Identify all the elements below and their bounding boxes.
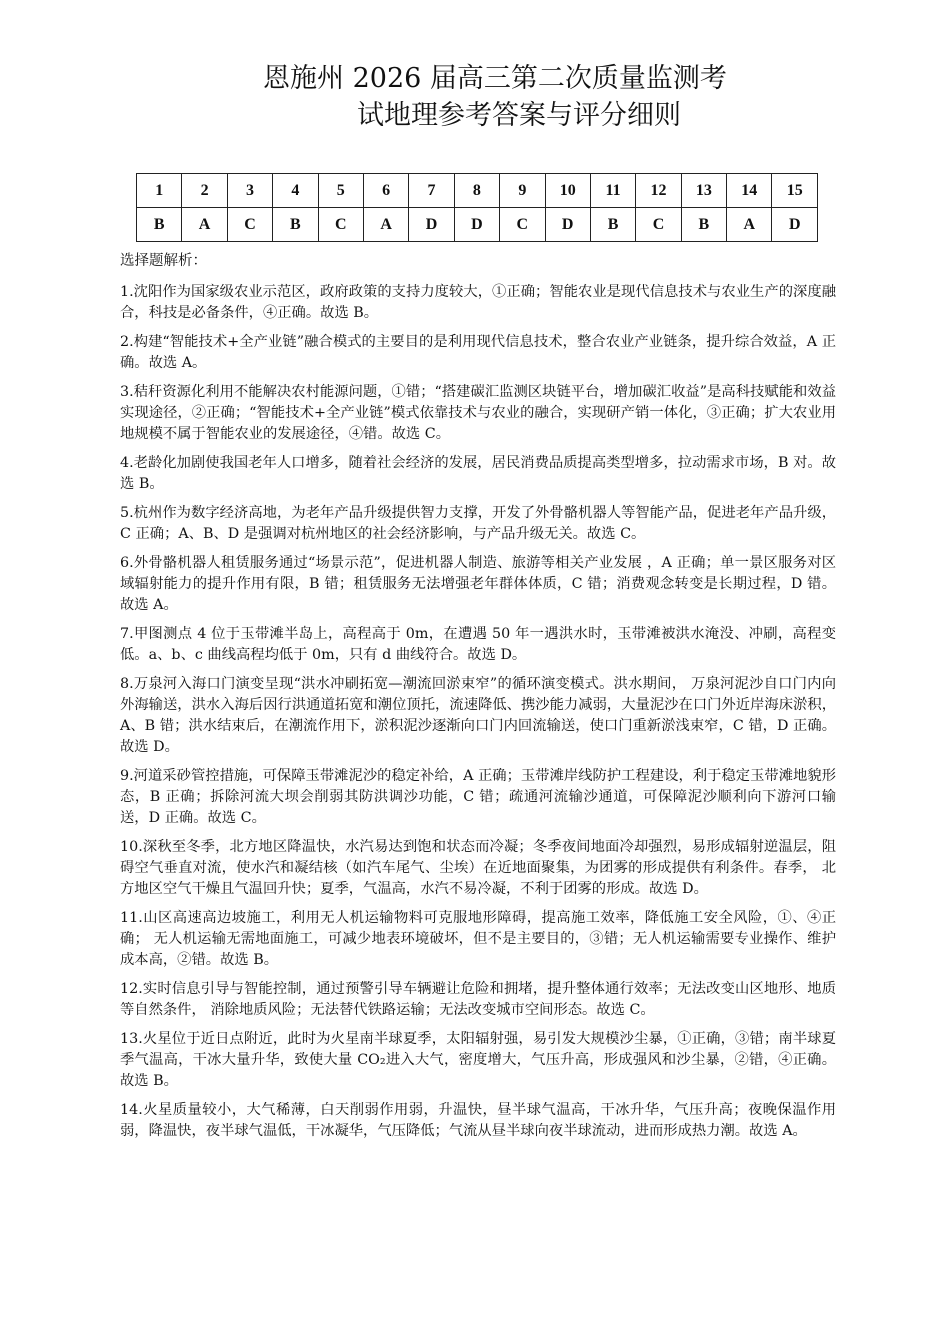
explanation-item: 11.山区高速高边坡施工，利用无人机运输物料可克服地形障碍，提高施工效率，降低施工安全风险，①、④正确； 无人机运输无需地面施工，可减少地表环境破坏，但不是主要目的，③错；无人机运输需要专业操作、维护成本高，②错。故选 B。 (120, 910, 836, 968)
explanation-item: 2.构建“智能技术+全产业链”融合模式的主要目的是利用现代信息技术，整合农业产业链条，提升综合效益，A 正确。故选 A。 (120, 334, 836, 371)
answer-cell: D (545, 208, 590, 242)
question-number-cell: 9 (500, 174, 545, 208)
question-number-cell: 12 (636, 174, 681, 208)
explanation-item: 4.老龄化加剧使我国老年人口增多，随着社会经济的发展，居民消费品质提高类型增多，拉动需求市场，B 对。故选 B。 (120, 455, 836, 492)
answer-cell: A (727, 208, 772, 242)
answer-cell: B (681, 208, 726, 242)
explanation-item: 10.深秋至冬季，北方地区降温快，水汽易达到饱和状态而冷凝；冬季夜间地面冷却强烈，易形成辐射逆温层，阻碍空气垂直对流，使水汽和凝结核（如汽车尾气、尘埃）在近地面聚集，为团雾的形成提供有利条件。春季， 北方地区空气干燥且气温回升快；夏季，气温高，水汽不易冷凝，不利于团雾的形成。故选 D。 (120, 839, 836, 897)
question-number-cell: 14 (727, 174, 772, 208)
document-title-line-2: 试地理参考答案与评分细则 (357, 100, 681, 131)
explanation-item: 8.万泉河入海口门演变呈现“洪水冲刷拓宽—潮流回淤束窄”的循环演变模式。洪水期间， 万泉河泥沙自口门内向外海输送，洪水入海后因行洪通道拓宽和潮位顶托，流速降低、携沙能力减弱，大量泥沙在口门外近岸海床淤积，A、B 错；洪水结束后，在潮流作用下，淤积泥沙逐渐向口门内回流输送，使口门重新淤浅束窄，C 错，D 正确。故选 D。 (120, 676, 836, 755)
answer-cell: C (227, 208, 272, 242)
question-number-cell: 4 (273, 174, 318, 208)
answer-cell: B (590, 208, 635, 242)
question-number-cell: 13 (681, 174, 726, 208)
answer-cell: B (273, 208, 318, 242)
question-number-cell: 2 (182, 174, 227, 208)
question-number-cell: 10 (545, 174, 590, 208)
question-number-cell: 6 (363, 174, 408, 208)
question-number-cell: 15 (772, 174, 818, 208)
question-number-row (137, 174, 818, 208)
explanation-item: 5.杭州作为数字经济高地，为老年产品升级提供智力支撑，开发了外骨骼机器人等智能产品，促进老年产品升级，C 正确；A、B、D 是强调对杭州地区的社会经济影响，与产品升级无关。故选 C。 (120, 505, 836, 542)
answer-row (137, 208, 818, 242)
question-number-cell: 5 (318, 174, 363, 208)
answer-cell: B (137, 208, 182, 242)
answer-cell: C (636, 208, 681, 242)
question-number-cell: 8 (454, 174, 499, 208)
explanation-item: 6.外骨骼机器人租赁服务通过“场景示范”，促进机器人制造、旅游等相关产业发展 ，A 正确；单一景区服务对区域辐射能力的提升作用有限，B 错；租赁服务无法增强老年群体体质，C 错；消费观念转变是长期过程，D 错。故选 A。 (120, 555, 836, 613)
answer-cell: A (182, 208, 227, 242)
explanation-item: 3.秸秆资源化利用不能解决农村能源问题，①错；“搭建碳汇监测区块链平台，增加碳汇收益”是高科技赋能和效益实现途径，②正确；“智能技术+全产业链”模式依靠技术与农业的融合，实现研产销一体化，③正确；扩大农业用地规模不属于智能农业的发展途径，④错。故选 C。 (120, 384, 836, 442)
document-title-line-1: 恩施州 2026 届高三第二次质量监测考 (263, 63, 727, 94)
answer-cell: C (318, 208, 363, 242)
question-number-cell: 1 (137, 174, 182, 208)
answer-cell: D (454, 208, 499, 242)
explanation-item: 1.沈阳作为国家级农业示范区，政府政策的支持力度较大，①正确；智能农业是现代信息技术与农业生产的深度融合，科技是必备条件，④正确。故选 B。 (120, 284, 836, 321)
answer-cell: D (409, 208, 454, 242)
answer-cell: C (500, 208, 545, 242)
explanations-list (120, 282, 836, 1150)
explanation-item: 7.甲图测点 4 位于玉带滩半岛上，高程高于 0m，在遭遇 50 年一遇洪水时，玉带滩被洪水淹没、冲刷，高程变低。a、b、c 曲线高程均低于 0m，只有 d 曲线符合。故选 D。 (120, 626, 836, 663)
question-number-cell: 11 (590, 174, 635, 208)
answer-key-table (136, 173, 818, 242)
explanation-item: 14.火星质量较小，大气稀薄，白天削弱作用弱，升温快，昼半球气温高，干冰升华，气压升高；夜晚保温作用弱，降温快，夜半球气温低，干冰凝华，气压降低；气流从昼半球向夜半球流动，进而形成热力潮。故选 A。 (120, 1102, 836, 1139)
answer-cell: D (772, 208, 818, 242)
answer-cell: A (363, 208, 408, 242)
explanation-item: 12.实时信息引导与智能控制，通过预警引导车辆避让危险和拥堵，提升整体通行效率；无法改变山区地形、地质等自然条件， 消除地质风险；无法替代铁路运输；无法改变城市空间形态。故选 C。 (120, 981, 836, 1018)
explanation-item: 9.河道采砂管控措施，可保障玉带滩泥沙的稳定补给，A 正确；玉带滩岸线防护工程建设，利于稳定玉带滩地貌形态，B 正确；拆除河流大坝会削弱其防洪调沙功能，C 错；疏通河流输沙通道，可保障泥沙顺利向下游河口输送，D 正确。故选 C。 (120, 768, 836, 826)
explanations-heading: 选择题解析： (120, 253, 207, 269)
question-number-cell: 7 (409, 174, 454, 208)
explanation-item: 13.火星位于近日点附近，此时为火星南半球夏季，太阳辐射强，易引发大规模沙尘暴，①正确，③错；南半球夏季气温高，干冰大量升华，致使大量 CO₂进入大气，密度增大，气压升高，形成强风和沙尘暴，②错，④正确。故选 B。 (120, 1031, 836, 1089)
question-number-cell: 3 (227, 174, 272, 208)
